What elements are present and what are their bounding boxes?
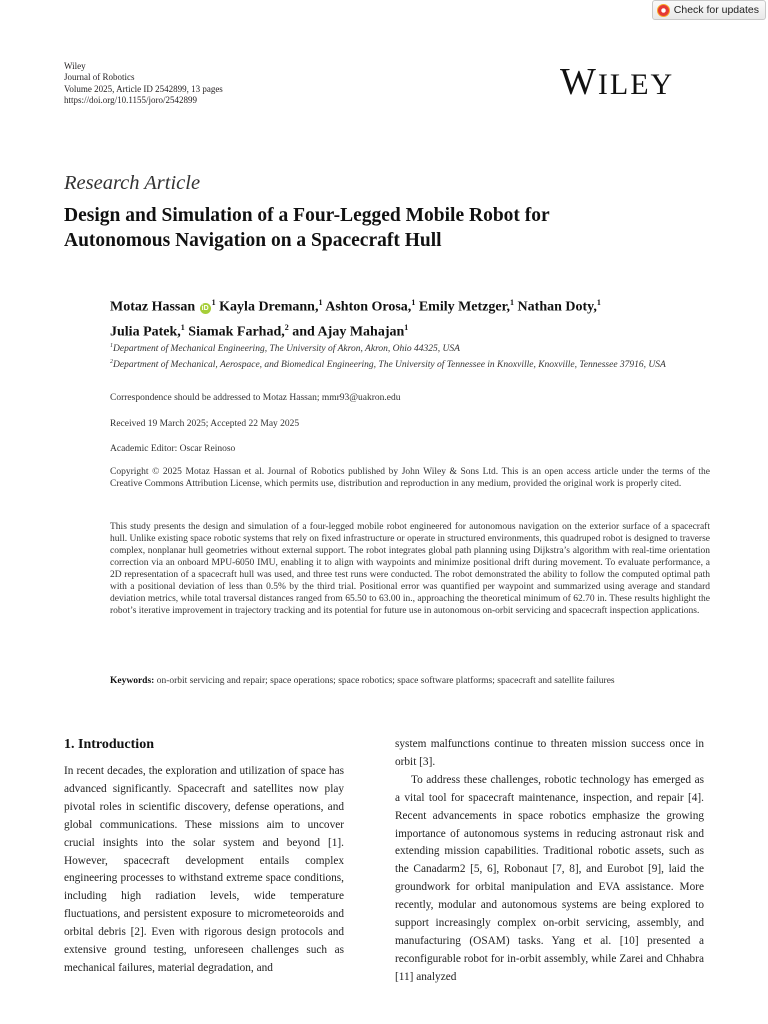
doi-link[interactable]: https://doi.org/10.1155/joro/2542899: [64, 94, 198, 105]
author-list: Motaz Hassan $iD^1$ Kayla Dremann,$^1$ Ashton Orosa,$^1$ Emily Metzger,$^1$ Nathan Doty,$^1$ Julia Patek,$^1$ Siamak Farhad,$^2$ and Ajay Mahajan$^1$: [110, 298, 601, 340]
copyright-notice: Copyright © 2025 Motaz Hassan et al. Journal of Robotics published by John Wiley & Sons Ltd. This is an open access article under the terms of the Creative Commons Attribution License, which permits use, distribution and reproduction in any medium, provided the original work is properly cited.: [110, 467, 710, 489]
publisher-name: Wiley: [64, 61, 86, 71]
logo-rest: ILEY: [597, 68, 675, 101]
right-column: [395, 736, 704, 987]
check-for-updates-label: Check for updates: [673, 4, 759, 16]
author-name[interactable]: Nathan Doty,: [517, 299, 597, 315]
keywords-text: on-orbit servicing and repair; space operations; space robotics; space software platforms; spacecraft and satellite failures: [156, 676, 615, 686]
volume-info: Volume 2025, Article ID 2542899, 13 pages: [64, 83, 223, 94]
crossmark-icon: [657, 4, 670, 17]
paragraph: To address these challenges, robotic technology has emerged as a vital tool for spacecraft maintenance, inspection, and repair [4]. Recent advancements in space robotics emphasize the growing importance of autonomous systems in reducing astronaut risk and extending mission capabilities. Traditional robotic assets, such as the Canadarm2 [5, 6], Robonaut [7, 8], and Eurobot [9], laid the groundwork for orbital manipulation and EVA assistance. More recently, modular and autonomous systems are being explored to support increasingly complex on-orbit servicing, assembly, and manufacturing (OSAM) tasks. Yang et al. [10] presented a reconfigurable robot for in-orbit assembly, while Zarei and Chhabra [11] analyzed: [395, 773, 704, 983]
wiley-logo: [560, 62, 674, 105]
logo-initial: W: [560, 61, 598, 103]
paragraph: In recent decades, the exploration and utilization of space has advanced significantly. Spacecraft and satellites now play pivotal roles in scientific discovery, defense operations, and global communications. These missions aim to uncover crucial insights into the solar system and beyond [1]. However, spacecraft development entails complex engineering processes to withstand extreme space conditions, including high radiation levels, wide temperature fluctuations, and persistent exposure to micrometeoroids and orbital debris [2]. Even with rigorous design protocols and extensive ground testing, unforeseen challenges such as mechanical failures, material degradation, and: [64, 765, 344, 974]
abstract: This study presents the design and simulation of a four-legged mobile robot engineered for autonomous navigation on the exterior surface of a spacecraft hull. Unlike existing space robotic systems that rely on fixed infrastructure or operate in structured environments, this quadruped robot is designed to traverse complex, nonplanar hull geometries without external support. The robot integrates global path planning using Dijkstra’s algorithm with real-time orientation correction via an onboard MPU-6050 IMU, enabling it to align with waypoints and minimize positional drift during movement. To evaluate performance, a 2D representation of a spacecraft hull was used, and three test runs were conducted. The robot demonstrated the ability to follow the computed optimal path with a positional deviation of less than 0.5% by the third trial. Positional error was quantified per waypoint and summarized using average and standard deviation metrics, while total traversal distances ranged from 65.50 to 63.00 in., approaching the theoretical minimum of 62.70 in. These results highlight the robot’s iterative improvement in trajectory tracking and its potential for future use in autonomous on-orbit servicing and spacecraft inspection applications.: [110, 522, 710, 616]
received-dates: Received 19 March 2025; Accepted 22 May 2025: [110, 419, 300, 429]
journal-name: Journal of Robotics: [64, 72, 135, 83]
keywords-label: Keywords:: [110, 676, 155, 686]
author-name[interactable]: Motaz Hassan: [110, 299, 196, 315]
left-column: [64, 763, 344, 978]
article-type: Research Article: [64, 172, 201, 194]
paragraph: system malfunctions continue to threaten mission success once in orbit [3].: [395, 738, 704, 768]
check-for-updates-button[interactable]: [652, 0, 766, 20]
author-name[interactable]: Siamak Farhad,: [188, 324, 285, 340]
correspondence: Correspondence should be addressed to Motaz Hassan; mmr93@uakron.edu: [110, 393, 401, 403]
author-name[interactable]: Ashton Orosa,: [325, 299, 412, 315]
author-name[interactable]: Kayla Dremann,: [219, 299, 319, 315]
journal-metadata: [64, 61, 223, 106]
title-line-1: Design and Simulation of a Four-Legged Mobile Robot for: [64, 205, 550, 226]
author-name[interactable]: and Ajay Mahajan: [292, 324, 405, 340]
paper-title: [64, 203, 684, 253]
academic-editor: Academic Editor: Oscar Reinoso: [110, 444, 236, 454]
affiliation-1: $^1$Department of Mechanical Engineering, The University of Akron, Akron, Ohio 44325, USA: [110, 343, 460, 355]
affiliation-2: $^2$Department of Mechanical, Aerospace, and Biomedical Engineering, The University of Tennessee in Knoxville, Knoxville, Tennessee 37916, USA: [110, 359, 666, 371]
keywords: [110, 675, 710, 688]
author-name[interactable]: Julia Patek,: [110, 324, 181, 340]
orcid-icon[interactable]: iD: [201, 304, 209, 312]
title-line-2: Autonomous Navigation on a Spacecraft Hull: [64, 230, 442, 251]
affiliations: [110, 340, 710, 372]
section-heading: 1. Introduction: [64, 737, 154, 752]
author-name[interactable]: Emily Metzger,: [418, 299, 511, 315]
